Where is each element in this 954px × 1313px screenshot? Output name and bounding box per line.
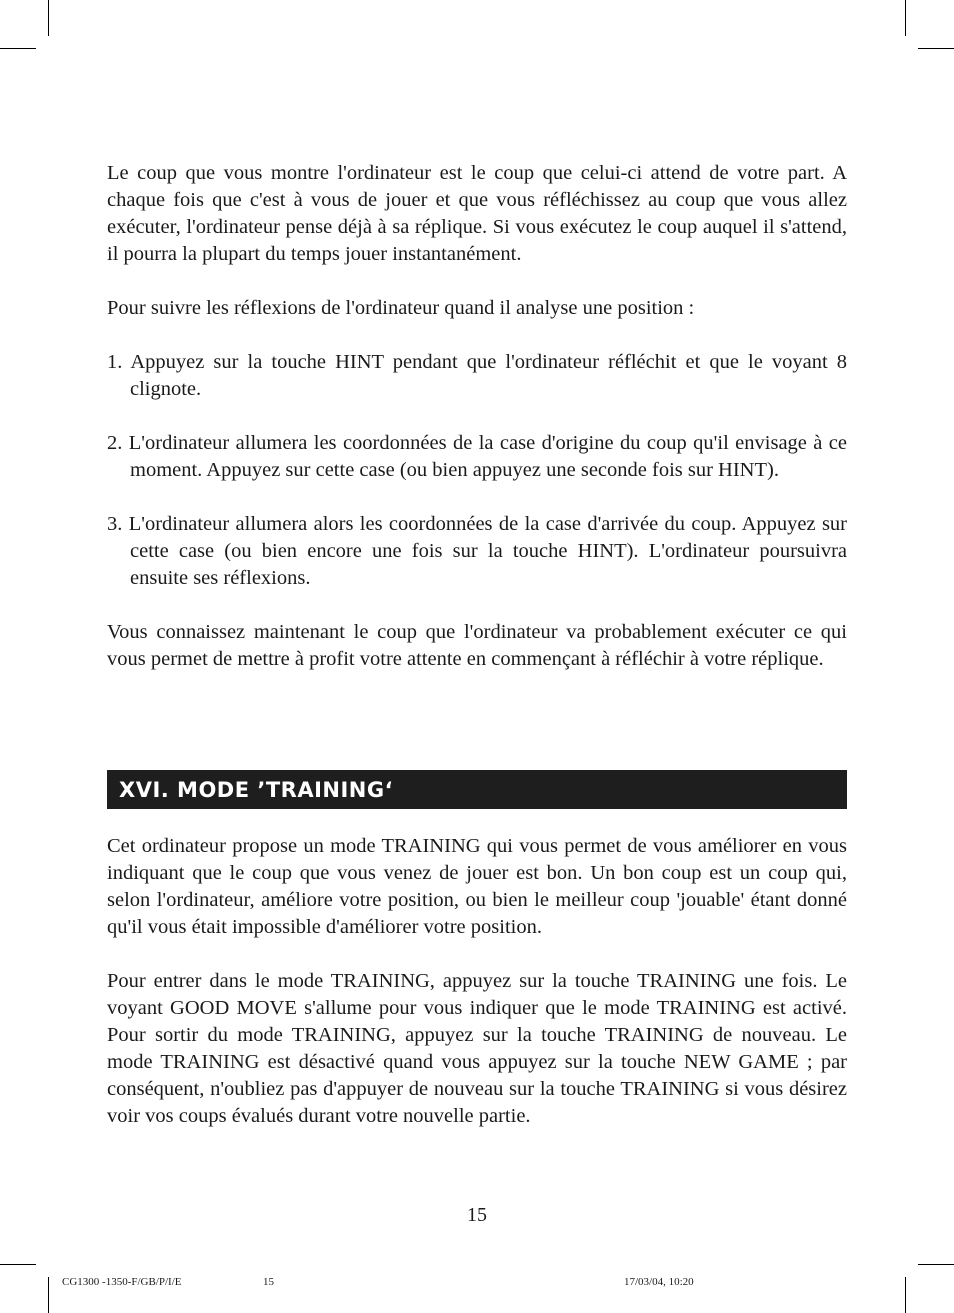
section-paragraph: Pour entrer dans le mode TRAINING, appuyez sur la touche TRAINING une fois. Le voyant GOOD MOVE s'allume pour vous indiquer que le mode TRAINING est activé. Pour sortir du mode TRAINING, appuyez sur la touche TRAINING de nouveau. Le mode TRAINING est désactivé quand vous appuyez sur la touche NEW GAME ; par conséquent, n'oubliez pas d'appuyer de nouveau sur la touche TRAINING si vous désirez voir vos coups évalués durant votre nouvelle partie. [107,970,847,1127]
closing-paragraph: Vous connaissez maintenant le coup que l'ordinateur va probablement exécuter ce qui vous permet de mettre à profit votre attente en commençant à réfléchir à votre réplique. [107,621,847,670]
footer-doc-code: CG1300 -1350-F/GB/P/I/E [62,1276,182,1288]
page-number: 15 [467,1204,487,1226]
body-text-section [107,833,847,1157]
intro-paragraph: Le coup que vous montre l'ordinateur est le coup que celui-ci attend de votre part. A chaque fois que c'est à vous de jouer et que vous réfléchissez au coup que vous allez exécuter, l'ordinateur pense déjà à sa réplique. Si vous exécutez le coup auquel il s'attend, il pourra la plupart du temps jouer instantanément. [107,162,847,265]
crop-mark [0,1264,36,1265]
footer-page: 15 [263,1276,274,1288]
crop-mark [905,0,906,36]
section-heading [107,770,847,809]
step-item: 3. L'ordinateur allumera alors les coordonnées de la case d'arrivée du coup. Appuyez sur cette case (ou bien encore une fois sur la touche HINT). L'ordinateur poursuivra ensuite ses réflexions. [107,513,847,589]
crop-mark [0,48,36,49]
intro-paragraph: Pour suivre les réflexions de l'ordinateur quand il analyse une position : [107,297,695,319]
body-text-top [107,160,847,700]
crop-mark [918,48,954,49]
section-paragraph: Cet ordinateur propose un mode TRAINING qui vous permet de vous améliorer en vous indiquant que le coup que vous venez de jouer est bon. Un bon coup est un coup qui, selon l'ordinateur, améliore votre position, ou bien le meilleur coup 'jouable' étant donné qu'il vous était impossible d'améliorer votre position. [107,835,847,938]
step-item: 1. Appuyez sur la touche HINT pendant que l'ordinateur réfléchit et que le voyant 8 clignote. [107,351,847,400]
crop-mark [48,0,49,36]
crop-mark [905,1277,906,1313]
footer-timestamp: 17/03/04, 10:20 [624,1276,694,1288]
step-item: 2. L'ordinateur allumera les coordonnées de la case d'origine du coup qu'il envisage à ce moment. Appuyez sur cette case (ou bien appuyez une seconde fois sur HINT). [107,432,847,481]
crop-mark [918,1264,954,1265]
section-title: XVI. MODE ’TRAINING‘ [119,777,394,802]
crop-mark [48,1277,49,1313]
